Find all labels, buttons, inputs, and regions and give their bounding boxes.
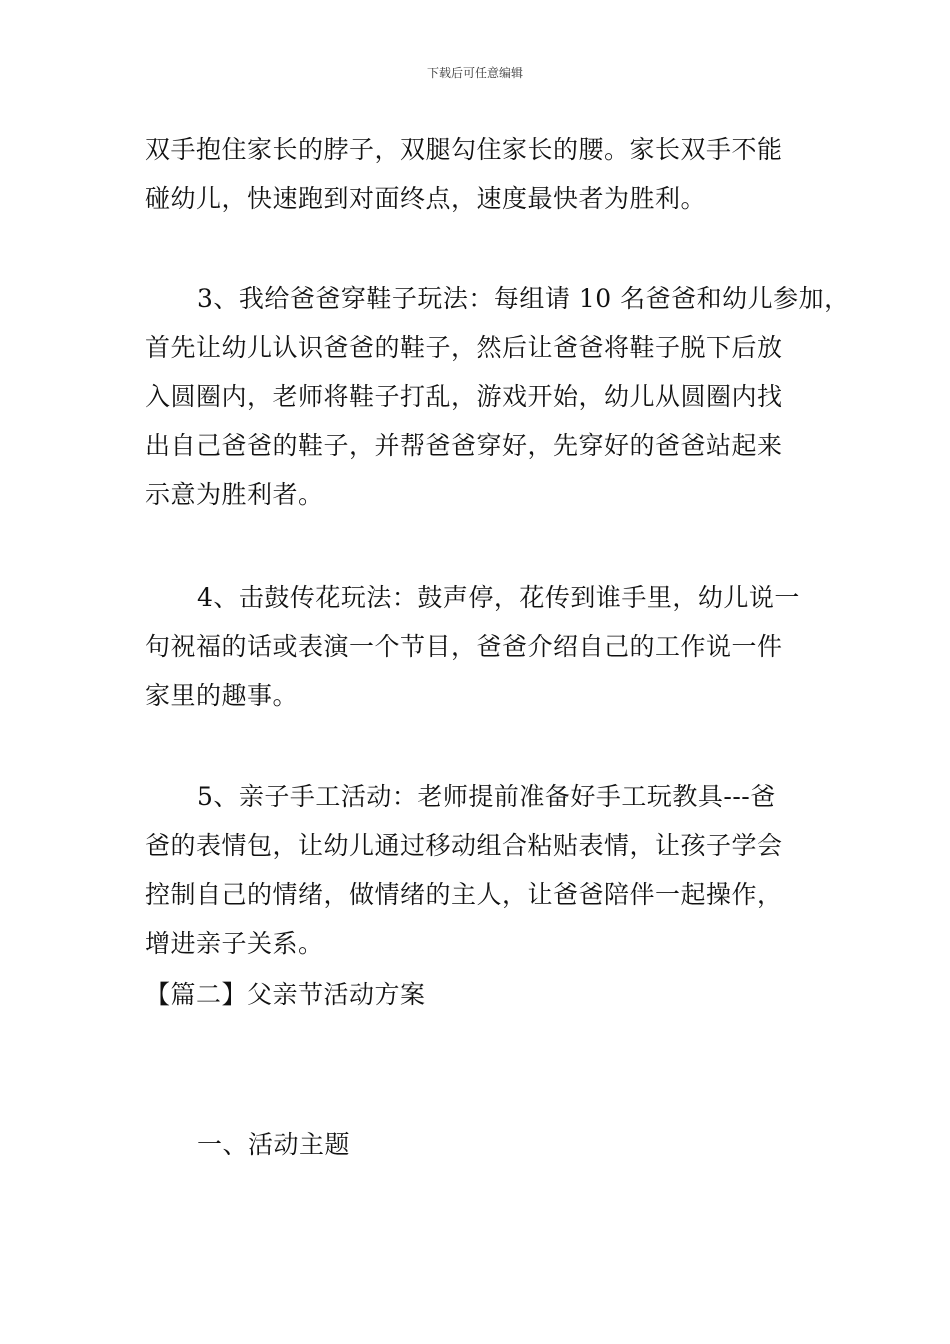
page-header: 下载后可任意编辑 [426,66,523,80]
subheading [145,1120,835,1169]
subheading-text: 一、活动主题 [197,1130,351,1159]
paragraph-line: 控制自己的情绪，做情绪的主人，让爸爸陪伴一起操作， [145,880,783,909]
paragraph-line: 家里的趣事。 [145,681,299,710]
paragraph-line: 爸的表情包，让幼儿通过移动组合粘贴表情，让孩子学会 [145,831,783,860]
section-title-text: 【篇二】父亲节活动方案 [145,980,426,1009]
paragraph-line: 示意为胜利者。 [145,480,324,509]
paragraph-line: 句祝福的话或表演一个节目，爸爸介绍自己的工作说一件 [145,632,783,661]
paragraph-line: 4、击鼓传花玩法：鼓声停，花传到谁手里，幼儿说一 [197,583,800,612]
paragraph-1 [145,125,835,223]
paragraph-3 [145,573,835,720]
paragraph-line: 首先让幼儿认识爸爸的鞋子，然后让爸爸将鞋子脱下后放 [145,333,783,362]
section-title [145,970,835,1019]
paragraph-line: 5、亲子手工活动：老师提前准备好手工玩教具---爸 [197,782,776,811]
paragraph-line: 增进亲子关系。 [145,929,324,958]
paragraph-line: 3、我给爸爸穿鞋子玩法：每组请 10 名爸爸和幼儿参加， [197,284,850,313]
paragraph-4 [145,772,835,968]
paragraph-line: 出自己爸爸的鞋子，并帮爸爸穿好，先穿好的爸爸站起来 [145,431,783,460]
paragraph-2 [145,274,850,519]
paragraph-line: 双手抱住家长的脖子，双腿勾住家长的腰。家长双手不能 [145,135,783,164]
paragraph-line: 碰幼儿，快速跑到对面终点，速度最快者为胜利。 [145,184,707,213]
paragraph-line: 入圆圈内，老师将鞋子打乱，游戏开始，幼儿从圆圈内找 [145,382,783,411]
